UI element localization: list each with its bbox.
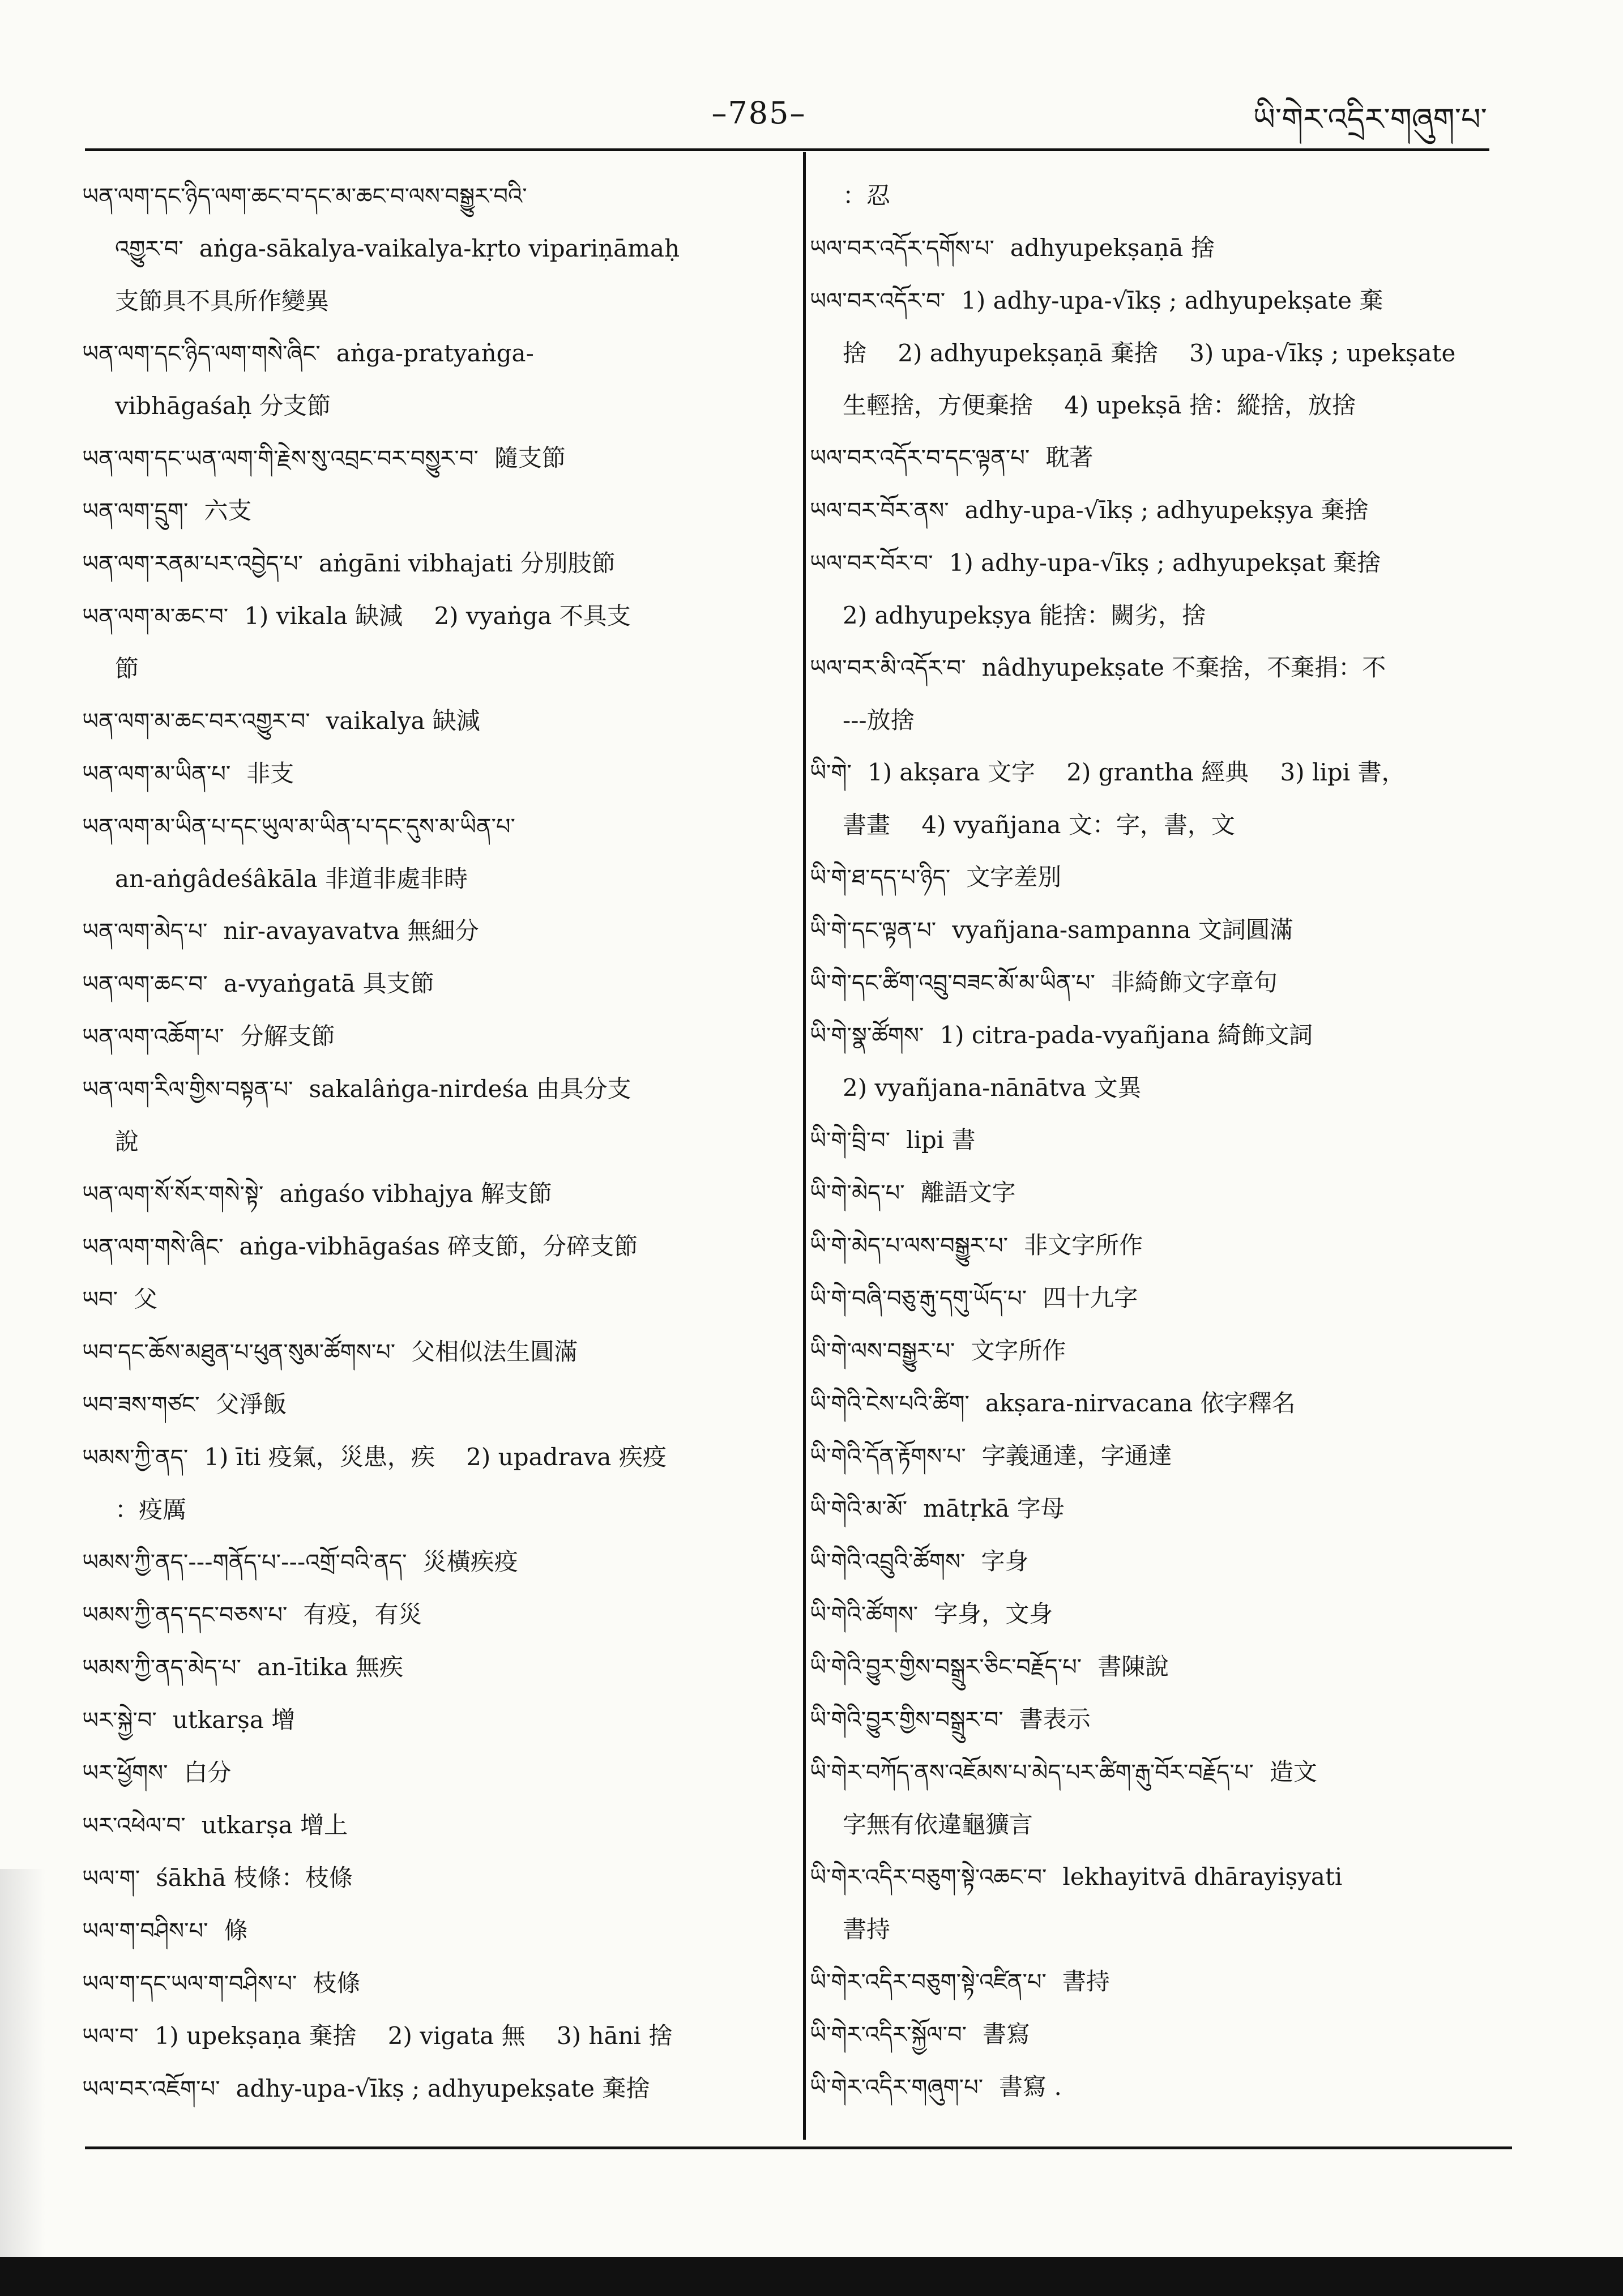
dictionary-entry — [82, 2010, 790, 2063]
dictionary-entry — [810, 2008, 1512, 2061]
entry-continuation — [810, 590, 1512, 642]
tibetan-headword: ཡི་གེ་སྣ་ཚོགས་ — [810, 1023, 924, 1049]
dictionary-entry — [82, 1273, 790, 1326]
entry-gloss: 1) citra-pada-vyañjana 綺飾文詞 — [939, 1021, 1313, 1049]
column-divider — [803, 152, 806, 2140]
entry-gloss: 2) vyañjana-nānātva 文異 — [843, 1074, 1142, 1102]
tibetan-headword: ཡན་ལག་དང་ཡན་ལག་གི་རྗེས་སུ་འབྲང་བར་བསྱུར་བ་ — [82, 446, 479, 472]
entry-gloss: 分解支節 — [240, 1022, 335, 1050]
tibetan-headword: ཡི་གེ་དང་ལྟན་པ་ — [810, 917, 937, 944]
dictionary-entry — [810, 851, 1512, 904]
entry-gloss: adhy-upa-√īkṣ ; adhyupekṣya 棄捨 — [964, 496, 1369, 524]
entry-continuation — [82, 223, 790, 275]
entry-gloss: ：疫厲 — [115, 1496, 187, 1523]
entry-gloss: 非支 — [246, 759, 294, 787]
tibetan-headword: ཡལ་བར་མི་འདོར་བ་ — [810, 655, 966, 681]
entry-gloss: aṅga-vibhāgaśas 碎支節，分碎支節 — [239, 1232, 638, 1260]
tibetan-headword: ཡབ་དང་ཆོས་མཐུན་པ་ཕུན་སུམ་ཚོགས་པ་ — [82, 1339, 396, 1365]
entry-gloss: an-aṅgâdeśâkāla 非道非處非時 — [115, 865, 468, 893]
tibetan-headword: ཡི་གེ་ — [810, 760, 852, 786]
dictionary-entry — [82, 905, 790, 958]
dictionary-entry — [810, 1325, 1512, 1377]
entry-gloss: 生輕捨，方便棄捨 4) upekṣā 捨：縱捨，放捨 — [843, 391, 1356, 419]
entry-continuation — [810, 327, 1512, 379]
entry-gloss: 支節具不具所作變異 — [115, 287, 330, 315]
dictionary-entry — [810, 1641, 1512, 1693]
dictionary-entry — [82, 1536, 790, 1589]
tibetan-headword: ཡི་གེ་བཞི་བཅུ་རྒུ་དགུ་ཡོད་པ་ — [810, 1286, 1027, 1312]
dictionary-entry — [810, 1430, 1512, 1483]
dictionary-entry — [82, 170, 790, 223]
entry-gloss: nâdhyupekṣate 不棄捨，不棄捐：不 — [981, 654, 1386, 681]
entry-continuation — [82, 853, 790, 905]
dictionary-entry — [82, 1694, 790, 1747]
dictionary-entry — [82, 1799, 790, 1852]
dictionary-entry — [810, 1483, 1512, 1535]
entry-gloss: 字身，文身 — [934, 1600, 1053, 1628]
entry-continuation — [82, 643, 790, 695]
dictionary-entry — [82, 1010, 790, 1063]
dictionary-entry — [82, 695, 790, 748]
dictionary-entry — [82, 432, 790, 485]
dictionary-entry — [82, 2063, 790, 2115]
dictionary-entry — [82, 537, 790, 590]
dictionary-entry — [82, 1379, 790, 1431]
tibetan-headword: ཡི་གེར་འདིར་གཞུག་པ་ — [810, 2075, 984, 2101]
page-number: –785– — [711, 95, 806, 131]
entry-gloss: mātṛkā 字母 — [923, 1495, 1065, 1522]
dictionary-entry — [82, 590, 790, 643]
entry-gloss: lipi 書 — [906, 1126, 976, 1154]
entry-gloss: 說 — [115, 1128, 139, 1155]
entry-gloss: 非文字所作 — [1024, 1231, 1143, 1259]
tibetan-headword: ཡལ་བར་འཇོག་པ་ — [82, 2076, 220, 2102]
tibetan-headword: ཡི་གེ་ལས་བསྒྱུར་པ་ — [810, 1338, 955, 1364]
entry-gloss: 耽著 — [1045, 443, 1094, 471]
entry-gloss: 1) akṣara 文字 2) grantha 經典 3) lipi 書， — [867, 758, 1406, 786]
tibetan-headword: ཡན་ལག་དང་ཉིད་ལག་གསེ་ཞིང་ — [82, 341, 321, 367]
dictionary-entry — [810, 957, 1512, 1009]
entry-gloss: 1) upekṣaṇa 棄捨 2) vigata 無 3) hāni 捨 — [154, 2022, 673, 2050]
dictionary-entry — [810, 484, 1512, 537]
tibetan-headword: ཡན་ལག་དང་ཉིད་ལག་ཆང་བ་དང་མ་ཆང་བ་ལས་བསྒྱུར་བའི་ — [82, 183, 527, 210]
tibetan-headword: ཡབ་ཟས་གཙང་ — [82, 1392, 200, 1418]
tibetan-headword: ཡར་འཕེལ་བ་ — [82, 1813, 186, 1839]
entry-gloss: vaikalya 缺減 — [326, 707, 480, 735]
entry-gloss: 書表示 — [1019, 1705, 1091, 1733]
top-rule — [85, 148, 1489, 151]
entry-gloss: 離語文字 — [920, 1179, 1016, 1206]
dictionary-entry — [810, 1588, 1512, 1641]
entry-continuation — [82, 275, 790, 327]
dictionary-entry — [82, 1326, 790, 1379]
tibetan-headword: ཡལ་ག་དང་ཡལ་ག་བཤིས་པ་ — [82, 1971, 297, 1997]
tibetan-headword: ཡན་ལག་ཆང་བ་ — [82, 971, 208, 997]
dictionary-entry — [82, 1589, 790, 1641]
dictionary-entry — [82, 1220, 790, 1273]
tibetan-headword: ཡལ་ག་ — [82, 1866, 140, 1892]
entry-continuation — [810, 1904, 1512, 1956]
tibetan-headword: ཡི་གེའི་དོན་རྟོགས་པ་ — [810, 1444, 966, 1470]
entry-gloss: 條 — [224, 1917, 248, 1944]
tibetan-headword: ཡན་ལག་གསེ་ཞིང་ — [82, 1234, 224, 1260]
entry-gloss: 造文 — [1269, 1758, 1317, 1786]
entry-gloss: 非綺飾文字章句 — [1111, 968, 1278, 996]
tibetan-headword: ཡན་ལག་དྲུག་ — [82, 498, 189, 524]
left-column — [82, 170, 790, 2115]
tibetan-headword: ཡི་གེའི་མ་མོ་ — [810, 1496, 908, 1522]
tibetan-headword: ཡར་ཕྱོགས་ — [82, 1760, 168, 1786]
tibetan-headword: ཡི་གེ་དང་ཚིག་འབྲུ་བཟང་མོ་མ་ཡིན་པ་ — [810, 970, 1095, 996]
entry-gloss: adhy-upa-√īkṣ ; adhyupekṣate 棄捨 — [236, 2075, 650, 2102]
dictionary-entry — [810, 1272, 1512, 1325]
entry-gloss: 有疫，有災 — [303, 1601, 422, 1628]
dictionary-entry — [82, 485, 790, 537]
bottom-rule — [85, 2146, 1512, 2149]
entry-gloss: 書寫 — [983, 2020, 1031, 2048]
tibetan-headword: ཡན་ལག་རིལ་གྱིས་བསྟན་པ་ — [82, 1077, 293, 1103]
entry-continuation — [810, 694, 1512, 746]
tibetan-headword: ཡལ་བར་འདོར་བ་དང་ལྟན་པ་ — [810, 445, 1030, 471]
tibetan-headword: ཡི་གེའི་ཚོགས་ — [810, 1602, 919, 1628]
entry-gloss: śākhā 枝條：枝條 — [156, 1864, 353, 1892]
entry-gloss: ---放捨 — [843, 706, 915, 734]
entry-gloss: lekhayitvā dhārayiṣyati — [1062, 1863, 1343, 1890]
dictionary-entry — [810, 1746, 1512, 1799]
entry-continuation — [82, 380, 790, 432]
entry-gloss: 六支 — [204, 497, 252, 524]
tibetan-headword: ཡི་གེར་འདིར་བཅུག་སྟེ་འཆང་བ་ — [810, 1864, 1047, 1890]
entry-continuation — [810, 1062, 1512, 1114]
entry-gloss: an-ītika 無疾 — [257, 1653, 403, 1681]
dictionary-entry — [82, 327, 790, 380]
tibetan-headword: ཡན་ལག་མ་ཆང་བར་འགྱུར་བ་ — [82, 709, 310, 735]
tibetan-headword: ཡི་གེ་མེད་པ་ — [810, 1180, 905, 1206]
tibetan-headword: ཡལ་བར་འདོར་དགོས་པ་ — [810, 236, 994, 262]
scan-edge-band — [0, 2257, 1623, 2296]
entry-continuation — [810, 379, 1512, 432]
tibetan-headword: ཡལ་བར་བོར་ནས་ — [810, 498, 949, 524]
entry-gloss: 書持 — [843, 1915, 891, 1943]
entry-gloss: 隨支節 — [494, 444, 566, 472]
tibetan-headword: ཡན་ལག་མ་ཡིན་པ་དང་ཡུལ་མ་ཡིན་པ་དང་དུས་མ་ཡིན་པ་ — [82, 814, 515, 840]
tibetan-headword: འགྱུར་བ་ — [115, 236, 183, 262]
entry-gloss: a-vyaṅgatā 具支節 — [223, 970, 434, 997]
entry-gloss: sakalâṅga-nirdeśa 由具分支 — [309, 1075, 631, 1103]
dictionary-entry — [810, 1377, 1512, 1430]
entry-gloss: vyañjana-sampanna 文詞圓滿 — [952, 916, 1293, 944]
entry-gloss: 捨 2) adhyupekṣaṇā 棄捨 3) upa-√īkṣ ; upekṣate — [843, 339, 1456, 367]
tibetan-headword: ཡམས་ཀྱི་ནད་དང་བཅས་པ་ — [82, 1602, 288, 1628]
entry-gloss: aṅgaśo vibhajya 解支節 — [279, 1180, 552, 1207]
entry-gloss: aṅga-pratyaṅga- — [336, 339, 534, 367]
dictionary-entry — [810, 1851, 1512, 1904]
tibetan-headword: ཡི་གེའི་བྱུར་གྱིས་བསྒྲུར་བ་ — [810, 1707, 1003, 1733]
entry-gloss: 災橫疾疫 — [422, 1548, 518, 1576]
dictionary-entry — [810, 1009, 1512, 1062]
tibetan-headword: ཡན་ལག་རནམ་པར་འབྱེད་པ་ — [82, 551, 303, 577]
dictionary-entry — [810, 1114, 1512, 1167]
dictionary-entry — [810, 2061, 1512, 2114]
entry-gloss: adhyupekṣaṇā 捨 — [1010, 234, 1215, 262]
tibetan-headword: ཡན་ལག་འཆོག་པ་ — [82, 1024, 224, 1050]
tibetan-headword: ཡར་སྐྱེ་བ་ — [82, 1708, 157, 1734]
entry-gloss: 1) īti 疫氣，災患，疾 2) upadrava 疾疫 — [204, 1443, 667, 1471]
entry-continuation — [810, 1799, 1512, 1851]
entry-continuation — [810, 170, 1512, 222]
tibetan-headword: ཡི་གེར་བཀོད་ནས་འཇོམས་པ་མེད་པར་ཚིག་རྒུ་བོར་བརྗོད་པ་ — [810, 1760, 1254, 1786]
tibetan-headword: ཡམས་ཀྱི་ནད་མེད་པ་ — [82, 1655, 241, 1681]
dictionary-entry — [82, 1641, 790, 1694]
tibetan-headword: ཡལ་ག་བཤིས་པ་ — [82, 1918, 208, 1944]
entry-gloss: 書寫 . — [999, 2073, 1062, 2101]
tibetan-headword: ཡི་གེ་ཐ་དད་པ་ཉིད་ — [810, 865, 951, 891]
tibetan-headword: ཡབ་ — [82, 1287, 118, 1313]
tibetan-headword: ཡན་ལག་སོ་སོར་གསེ་སྟེ་ — [82, 1181, 264, 1207]
entry-gloss: 四十九字 — [1043, 1284, 1138, 1312]
entry-gloss: 文字所作 — [971, 1337, 1066, 1364]
entry-gloss: utkarṣa 增上 — [201, 1811, 348, 1839]
tibetan-headword: ཡི་གེ་བྲི་བ་ — [810, 1128, 891, 1154]
entry-gloss: 1) adhy-upa-√īkṣ ; adhyupekṣate 棄 — [961, 287, 1383, 314]
tibetan-headword: ཡི་གེའི་བྱུར་གྱིས་བསྒྲུར་ཅིང་བརྗོད་པ་ — [810, 1654, 1082, 1680]
entry-gloss: utkarṣa 增 — [172, 1706, 296, 1734]
entry-gloss: aṅgāni vibhajati 分別肢節 — [318, 549, 616, 577]
tibetan-headword: ཡི་གེར་འདིར་བཅུག་སྟེ་འཛིན་པ་ — [810, 1969, 1047, 1995]
dictionary-entry — [82, 1063, 790, 1116]
tibetan-headword: ཡན་ལག་མ་ཆང་བ་ — [82, 604, 229, 630]
entry-gloss: 書持 — [1062, 1968, 1110, 1995]
entry-continuation — [82, 1484, 790, 1536]
entry-gloss: akṣara-nirvacana 依字釋名 — [985, 1389, 1296, 1417]
entry-gloss: 1) vikala 缺減 2) vyaṅga 不具支 — [244, 602, 631, 630]
tibetan-headword: ཡན་ལག་མེད་པ་ — [82, 919, 208, 945]
entry-gloss: 2) adhyupekṣya 能捨：闕劣，捨 — [843, 601, 1206, 629]
right-column — [810, 170, 1512, 2114]
entry-gloss: 節 — [115, 655, 139, 682]
dictionary-entry — [82, 1957, 790, 2010]
entry-continuation — [810, 799, 1512, 851]
dictionary-entry — [82, 1431, 790, 1484]
entry-gloss: 字身 — [981, 1547, 1029, 1575]
dictionary-entry — [82, 1168, 790, 1220]
dictionary-entry — [810, 1693, 1512, 1746]
entry-gloss: 書陳說 — [1097, 1653, 1169, 1680]
dictionary-entry — [82, 1747, 790, 1799]
dictionary-entry — [810, 1956, 1512, 2008]
entry-gloss: aṅga-sākalya-vaikalya-kṛto vipariṇāmaḥ — [199, 234, 680, 262]
dictionary-entry — [810, 275, 1512, 327]
entry-gloss: 父相似法生圓滿 — [411, 1338, 578, 1365]
tibetan-headword: ཡི་གེའི་ངེས་པའི་ཚིག་ — [810, 1391, 969, 1417]
dictionary-entry — [82, 1905, 790, 1957]
tibetan-headword: ཡམས་ཀྱི་ནད་ — [82, 1445, 189, 1471]
entry-gloss: nir-avayavatva 無細分 — [223, 917, 479, 945]
dictionary-entry — [82, 958, 790, 1010]
dictionary-entry — [810, 904, 1512, 957]
dictionary-entry — [810, 1535, 1512, 1588]
tibetan-headword: ཡལ་བར་འདོར་བ་ — [810, 288, 946, 314]
dictionary-entry — [810, 432, 1512, 484]
dictionary-entry — [82, 800, 790, 853]
dictionary-entry — [810, 1167, 1512, 1219]
dictionary-entry — [810, 537, 1512, 590]
tibetan-headword: ཡི་གེའི་འབྲུའི་ཚོགས་ — [810, 1549, 966, 1575]
dictionary-entry — [82, 748, 790, 800]
entry-gloss: ：忍 — [843, 182, 891, 210]
dictionary-entry — [810, 222, 1512, 275]
entry-gloss: 字無有依違龜獷言 — [843, 1811, 1033, 1838]
dictionary-entry — [810, 642, 1512, 694]
entry-continuation — [82, 1116, 790, 1168]
entry-gloss: 父 — [134, 1285, 158, 1313]
entry-gloss: 文字差別 — [966, 863, 1062, 891]
dictionary-entry — [810, 746, 1512, 799]
running-title: ཡི་གེར་འདྲིར་གཞུག་པ་ — [1253, 101, 1487, 137]
tibetan-headword: ཡམས་ཀྱི་ནད་---གནོད་པ་---འགྲོ་བའི་ནད་ — [82, 1550, 407, 1576]
entry-gloss: 枝條 — [313, 1969, 361, 1997]
entry-gloss: 父淨飯 — [215, 1390, 287, 1418]
dictionary-entry — [810, 1219, 1512, 1272]
tibetan-headword: ཡལ་བ་ — [82, 2024, 139, 2050]
entry-gloss: vibhāgaśaḥ 分支節 — [115, 392, 331, 420]
tibetan-headword: ཡན་ལག་མ་ཡིན་པ་ — [82, 761, 231, 787]
tibetan-headword: ཡི་གེར་འདིར་སྐྱོལ་བ་ — [810, 2022, 967, 2048]
entry-gloss: 書畫 4) vyañjana 文：字，書，文 — [843, 811, 1235, 839]
tibetan-headword: ཡི་གེ་མེད་པ་ལས་བསྒྱུར་པ་ — [810, 1233, 1009, 1259]
entry-gloss: 1) adhy-upa-√īkṣ ; adhyupekṣat 棄捨 — [949, 549, 1381, 577]
tibetan-headword: ཡལ་བར་བོར་བ་ — [810, 550, 933, 577]
dictionary-entry — [82, 1852, 790, 1905]
entry-gloss: 字義通達，字通達 — [981, 1442, 1172, 1470]
entry-gloss: 白分 — [183, 1759, 232, 1786]
scan-shadow — [0, 1869, 45, 2296]
